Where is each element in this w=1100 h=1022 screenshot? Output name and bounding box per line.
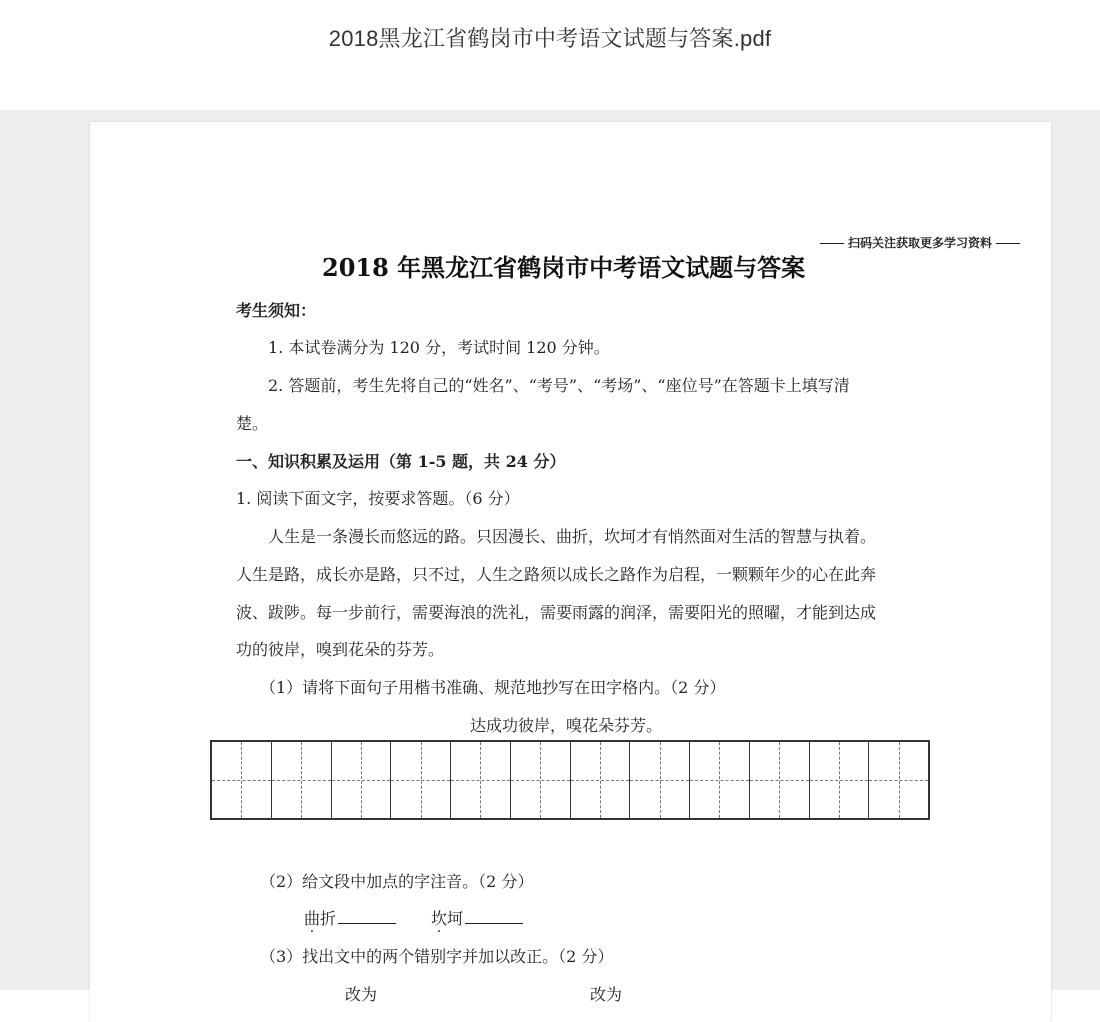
correction-label-2: 改为 xyxy=(590,985,623,1004)
document-file-name: 2018黑龙江省鹤岗市中考语文试题与答案.pdf xyxy=(328,26,772,51)
pdf-page xyxy=(90,122,1051,1022)
sub-question-1: （1）请将下面句子用楷书准确、规范地抄写在田字格内。（2 分） xyxy=(260,678,726,697)
dotted-char: 曲 xyxy=(304,909,321,928)
grid-cell xyxy=(630,742,690,818)
pinyin-item-a: 曲折 xyxy=(304,906,396,929)
sub-question-3: （3）找出文中的两个错别字并加以改正。（2 分） xyxy=(260,947,614,966)
grid-cell xyxy=(571,742,631,818)
copy-sentence: 达成功彼岸，嗅花朵芬芳。 xyxy=(470,716,663,735)
answer-blank xyxy=(465,923,523,924)
sub-question-2: （2）给文段中加点的字注音。（2 分） xyxy=(260,872,534,891)
passage-line-1: 人生是一条漫长而悠远的路。只因漫长、曲折，坎坷才有悄然面对生活的智慧与执着。 xyxy=(268,527,877,546)
grid-cell xyxy=(332,742,392,818)
banner-rule-left xyxy=(820,243,844,244)
section-heading-1: 一、知识积累及运用（第 1-5 题，共 24 分） xyxy=(236,452,566,471)
grid-cell xyxy=(451,742,511,818)
grid-cell xyxy=(810,742,870,818)
correction-label-1: 改为 xyxy=(345,985,378,1004)
grid-cell xyxy=(212,742,272,818)
grid-cell xyxy=(750,742,810,818)
grid-cell xyxy=(391,742,451,818)
passage-line-2: 人生是路，成长亦是路，只不过，人生之路须以成长之路作为启程，一颗颗年少的心在此奔 xyxy=(236,565,877,584)
question-1: 1. 阅读下面文字，按要求答题。（6 分） xyxy=(236,489,520,508)
grid-cell xyxy=(690,742,750,818)
passage-line-3: 波、跋陟。每一步前行，需要海浪的洗礼，需要雨露的润泽，需要阳光的照曜，才能到达成 xyxy=(236,603,877,622)
tianzige-grid xyxy=(210,740,930,820)
answer-blank xyxy=(338,923,396,924)
grid-cell xyxy=(511,742,571,818)
notice-heading: 考生须知： xyxy=(236,301,317,320)
notice-item-1: 1. 本试卷满分为 120 分，考试时间 120 分钟。 xyxy=(268,338,610,357)
promo-banner: 扫码关注获取更多学习资料 xyxy=(816,234,1024,251)
grid-cell xyxy=(272,742,332,818)
pdf-viewer[interactable] xyxy=(0,110,1100,1004)
dotted-char: 坎 xyxy=(431,909,448,928)
exam-title: 2018 年黑龙江省鹤岗市中考语文试题与答案 xyxy=(322,253,806,282)
notice-item-2-cont: 楚。 xyxy=(236,414,269,433)
passage-line-4: 功的彼岸，嗅到花朵的芬芳。 xyxy=(236,640,445,659)
pinyin-item-b: 坎坷 xyxy=(431,906,523,929)
title-bar xyxy=(0,0,1100,110)
notice-item-2: 2. 答题前，考生先将自己的“姓名”、“考号”、“考场”、“座位号”在答题卡上填写清 xyxy=(268,376,850,395)
banner-rule-right xyxy=(996,243,1020,244)
grid-cell xyxy=(869,742,928,818)
